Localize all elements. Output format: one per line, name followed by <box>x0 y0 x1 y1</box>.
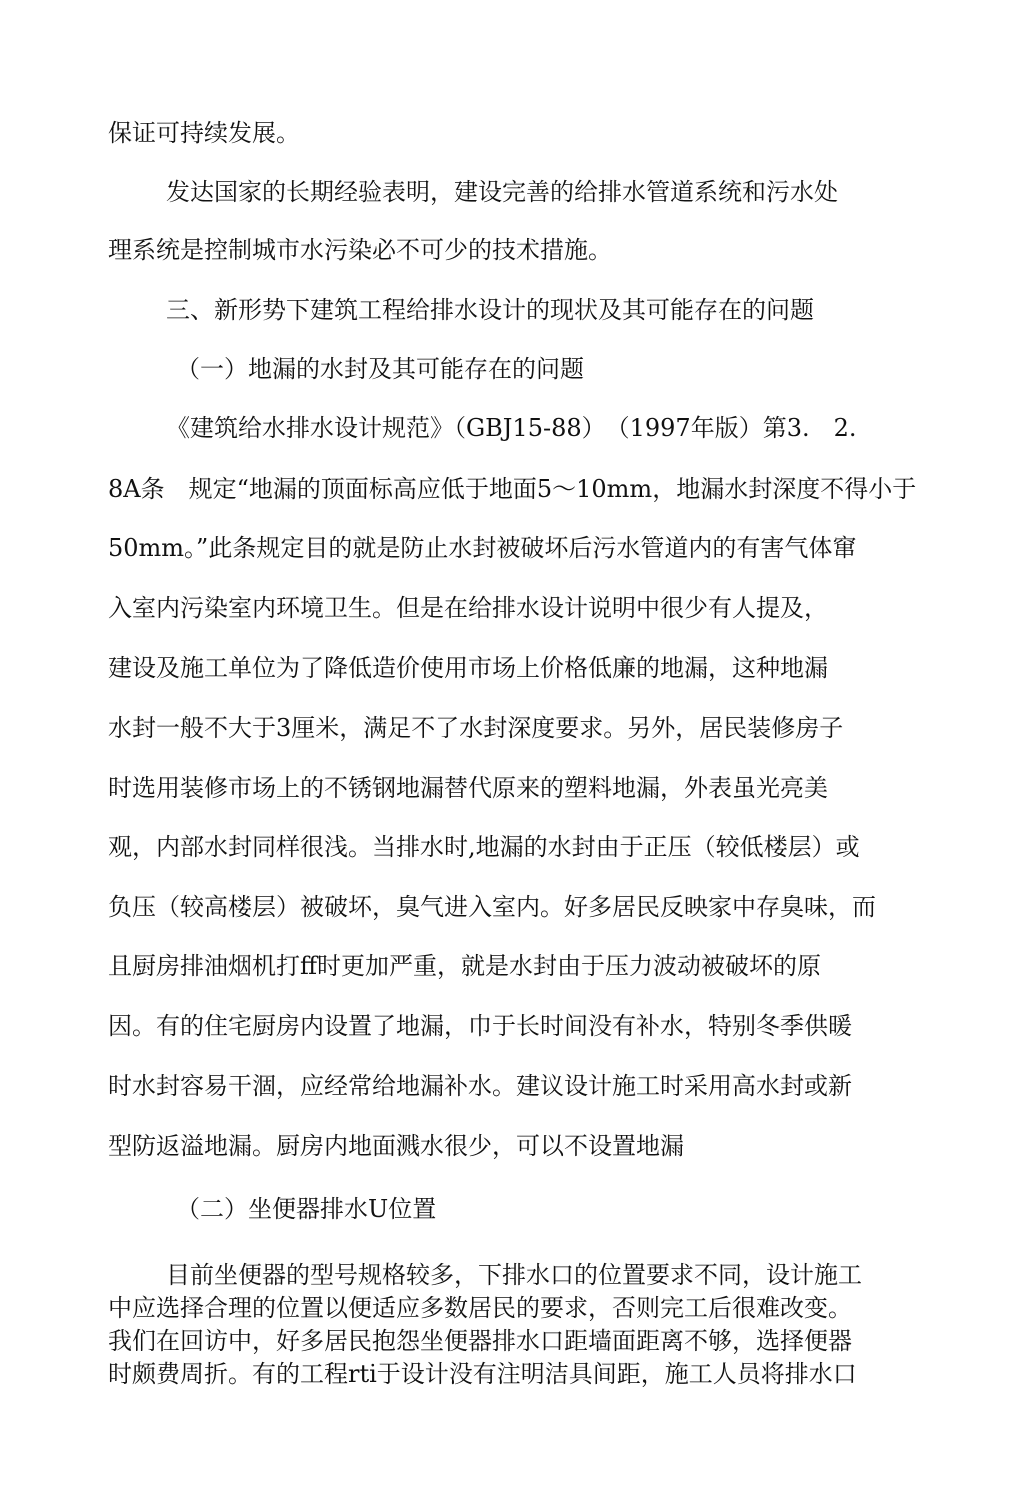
text-line: 且厨房排油烟机打ff时更加严重，就是水封由于压力波动被破坏的原 <box>108 952 822 980</box>
text-line: 建设及施工单位为了降低造价使用市场上价格低廉的地漏，这种地漏 <box>108 654 828 682</box>
text-line: 型防返溢地漏。厨房内地面溅水很少，可以不设置地漏 <box>108 1132 684 1160</box>
subsection-heading: （二）坐便器排水U位置 <box>176 1195 437 1223</box>
text-line: 理系统是控制城市水污染必不可少的技术措施。 <box>108 236 612 264</box>
text-line: 发达国家的长期经验表明，建设完善的给排水管道系统和污水处 <box>166 178 838 206</box>
text-line: 水封一般不大于3厘米，满足不了水封深度要求。另外，居民装修房子 <box>108 714 844 742</box>
section-heading: 三、新形势下建筑工程给排水设计的现状及其可能存在的问题 <box>166 296 814 324</box>
text-line: 目前坐便器的型号规格较多，下排水口的位置要求不同，设计施工 <box>166 1261 862 1289</box>
text-line: 入室内污染室内环境卫生。但是在给排水设计说明中很少有人提及， <box>108 594 828 622</box>
text-line: 时颇费周折。有的工程rti于设计没有注明洁具间距，施工人员将排水口 <box>108 1360 857 1388</box>
text-line: 时水封容易干涸，应经常给地漏补水。建议设计施工时采用高水封或新 <box>108 1072 852 1100</box>
text-line: 我们在回访中，好多居民抱怨坐便器排水口距墙面距离不够，选择便器 <box>108 1327 852 1355</box>
text-line: 《建筑给水排水设计规范》（GBJ15-88） （1997年版）第3. 2. <box>166 414 857 442</box>
text-line: 保证可持续发展。 <box>108 119 300 147</box>
text-line: 负压（较高楼层）被破坏，臭气进入室内。好多居民反映家中存臭味，而 <box>108 893 876 921</box>
text-line: 50mm。”此条规定目的就是防止水封被破坏后污水管道内的有害气体窜 <box>108 534 857 562</box>
text-line: 时选用装修市场上的不锈钢地漏替代原来的塑料地漏，外表虽光亮美 <box>108 774 828 802</box>
text-line: 8A条 规定“地漏的顶面标高应低于地面5～10mm，地漏水封深度不得小于 <box>108 475 917 503</box>
text-line: 因。有的住宅厨房内设置了地漏，巾于长时间没有补水，特别冬季供暖 <box>108 1012 852 1040</box>
text-line: 观，内部水封同样很浅。当排水时,地漏的水封由于正压（较低楼层）或 <box>108 833 860 861</box>
subsection-heading: （一）地漏的水封及其可能存在的问题 <box>176 355 584 383</box>
text-line: 中应选择合理的位置以便适应多数居民的要求，否则完工后很难改变。 <box>108 1294 852 1322</box>
